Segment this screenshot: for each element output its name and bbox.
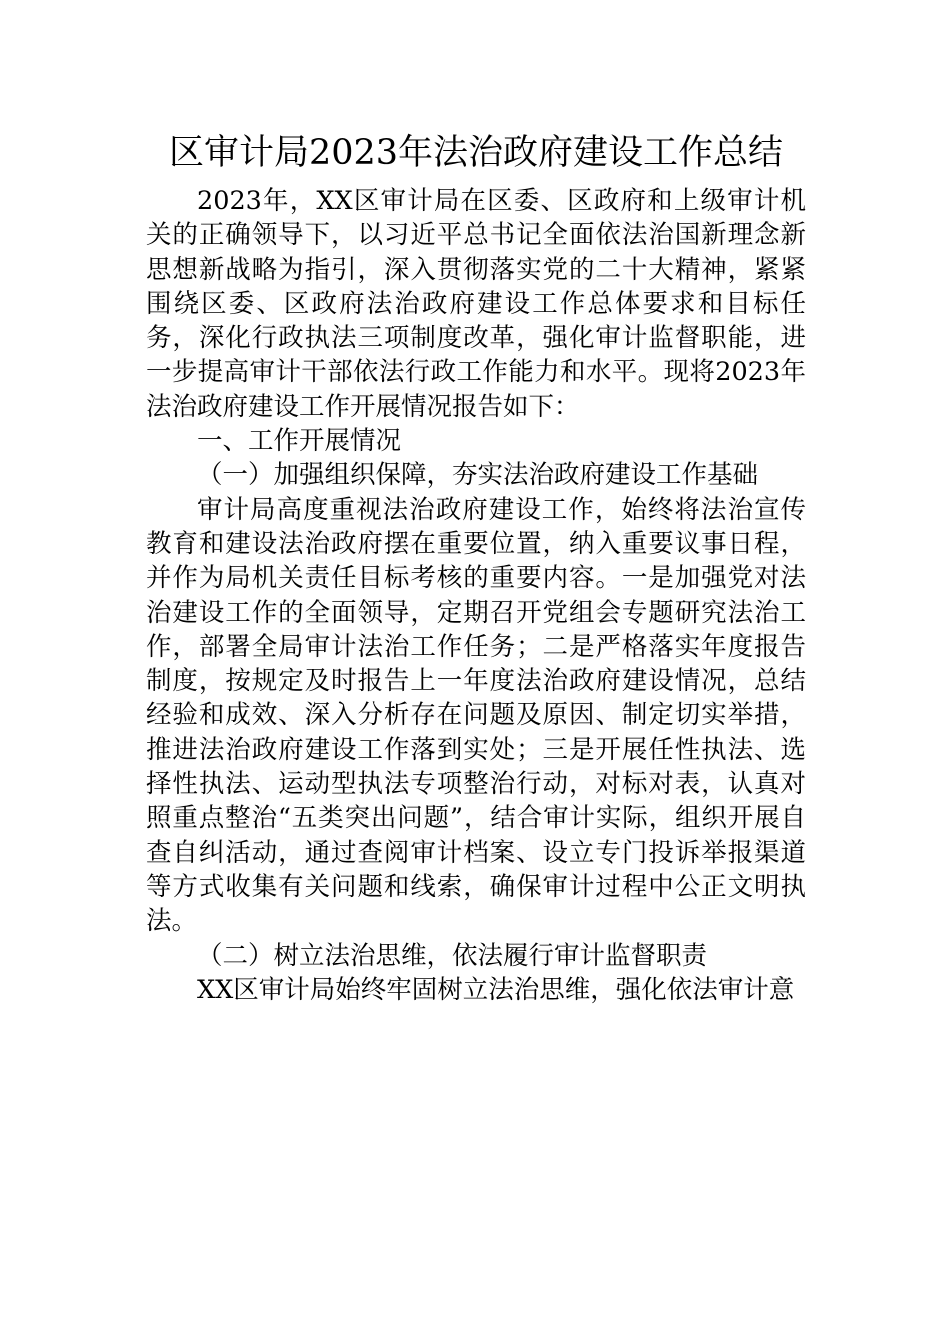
intro-paragraph: 2023年，XX区审计局在区委、区政府和上级审计机关的正确领导下，以习近平总书记全面依法治国新理念新思想新战略为指引，深入贯彻落实党的二十大精神，紧紧围绕区委、区政府法治政府建设工作总体要求和目标任务，深化行政执法三项制度改革，强化审计监督职能，进一步提高审计干部依法行政工作能力和水平。现将2023年法治政府建设工作开展情况报告如下： [146,186,806,422]
subsection-heading-organization: （一）加强组织保障，夯实法治政府建设工作基础 [197,460,759,491]
subsection-body-organization: 审计局高度重视法治政府建设工作，始终将法治宣传教育和建设法治政府摆在重要位置，纳入重要议事日程，并作为局机关责任目标考核的重要内容。一是加强党对法治建设工作的全面领导，定期召开党组会专题研究法治工作，部署全局审计法治工作任务；二是严格落实年度报告制度，按规定及时报告上一年度法治政府建设情况，总结经验和成效、深入分析存在问题及原因、制定切实举措，推进法治政府建设工作落到实处；三是开展任性执法、选择性执法、运动型执法专项整治行动，对标对表，认真对照重点整治“五类突出问题”，结合审计实际，组织开展自查自纠活动，通过查阅审计档案、设立专门投诉举报渠道等方式收集有关问题和线索，确保审计过程中公正文明执法。 [146,494,806,937]
section-heading-work-status: 一、工作开展情况 [197,426,402,457]
document-page [146,128,806,1007]
subsection-body-rule-of-law: XX区审计局始终牢固树立法治思维，强化依法审计意 [197,974,795,1005]
subsection-heading-rule-of-law: （二）树立法治思维，依法履行审计监督职责 [197,940,708,971]
document-title: 区审计局2023年法治政府建设工作总结 [168,133,784,173]
